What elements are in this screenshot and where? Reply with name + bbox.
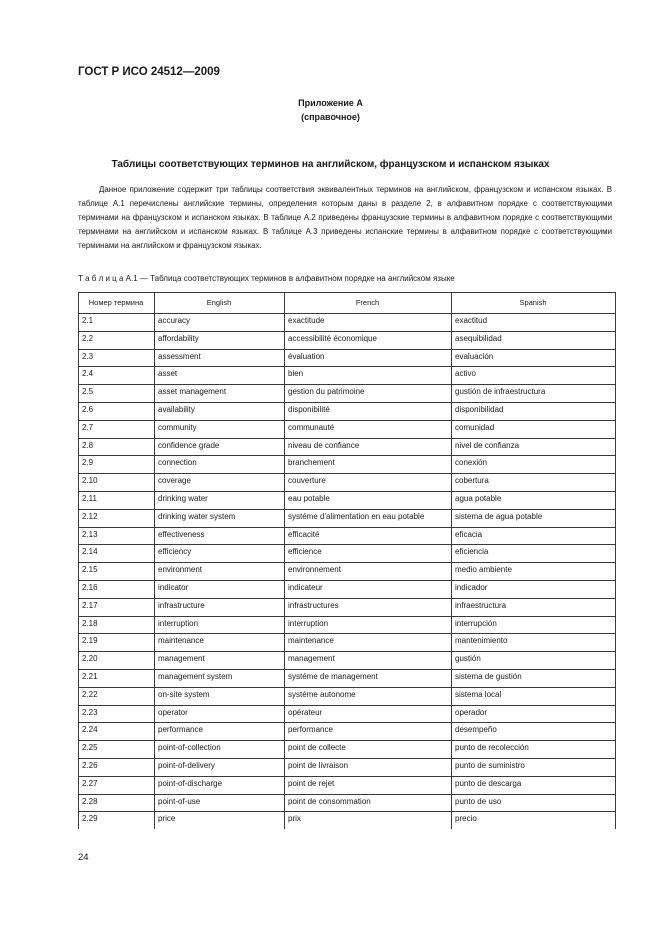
cell-english: maintenance [155, 634, 285, 652]
cell-french: évaluation [285, 349, 452, 367]
cell-french: infrastructures [285, 598, 452, 616]
header-english: English [155, 293, 285, 314]
section-title: Таблицы соответствующих терминов на английском, французском и испанском языках [111, 159, 550, 170]
cell-number: 2.7 [79, 420, 155, 438]
cell-french: point de consommation [285, 794, 452, 812]
cell-number: 2.26 [79, 758, 155, 776]
table-row [79, 545, 616, 563]
cell-french: indicateur [285, 580, 452, 598]
cell-number: 2.27 [79, 776, 155, 794]
cell-english: drinking water system [155, 509, 285, 527]
table-row [79, 349, 616, 367]
cell-french: systéme autonome [285, 687, 452, 705]
cell-spanish: punto de descarga [452, 776, 616, 794]
cell-french: systéme d'alimentation en eau potable [285, 509, 452, 527]
cell-number: 2.18 [79, 616, 155, 634]
header-spanish: Spanish [452, 293, 616, 314]
cell-french: point de rejet [285, 776, 452, 794]
cell-number: 2.9 [79, 456, 155, 474]
table-row [79, 776, 616, 794]
cell-spanish: operador [452, 705, 616, 723]
table-row [79, 456, 616, 474]
terms-table [78, 292, 616, 829]
annex-heading [78, 96, 583, 124]
cell-french: communauté [285, 420, 452, 438]
intro-paragraph: Данное приложение содержит три таблицы соответствия эквивалентных терминов на английском, французском и испанском языках. В таблице А.1 перечислены английские термины, определения которым даны в разделе 2, в алфавитном порядке с соответствующими терминами на французском и испанском языках. В таблице А.2 приведены французские термины в алфавитном порядке с соответствующими терминами на английском и испанском языках. В таблице А.3 приведены испанские термины в алфавитном порядке с соответствующими терминами на английском и французском языках. [78, 185, 612, 250]
table-row [79, 367, 616, 385]
cell-number: 2.28 [79, 794, 155, 812]
terms-table-body [79, 314, 616, 830]
table-row [79, 580, 616, 598]
cell-english: interruption [155, 616, 285, 634]
cell-english: drinking water [155, 491, 285, 509]
cell-number: 2.1 [79, 314, 155, 332]
cell-english: point-of-use [155, 794, 285, 812]
cell-english: confidence grade [155, 438, 285, 456]
cell-english: effectiveness [155, 527, 285, 545]
cell-spanish: punto de suministro [452, 758, 616, 776]
cell-english: indicator [155, 580, 285, 598]
cell-spanish: desempeño [452, 723, 616, 741]
cell-number: 2.5 [79, 385, 155, 403]
cell-spanish: disponibilidad [452, 402, 616, 420]
cell-french: exactitude [285, 314, 452, 332]
annex-status: (справочное) [301, 112, 360, 122]
table-row [79, 634, 616, 652]
cell-english: price [155, 812, 285, 829]
cell-english: efficiency [155, 545, 285, 563]
cell-french: efficacité [285, 527, 452, 545]
cell-spanish: punto de recolección [452, 741, 616, 759]
table-caption: Т а б л и ц а А.1 — Таблица соответствующих терминов в алфавитном порядке на английском языке [78, 274, 455, 283]
cell-french: branchement [285, 456, 452, 474]
cell-number: 2.10 [79, 474, 155, 492]
cell-french: gestion du patrimoine [285, 385, 452, 403]
cell-spanish: medio ambiente [452, 563, 616, 581]
table-row [79, 438, 616, 456]
table-row [79, 527, 616, 545]
table-row [79, 509, 616, 527]
table-row [79, 491, 616, 509]
standard-code: ГОСТ Р ИСО 24512—2009 [78, 66, 220, 78]
cell-french: accessibilité économique [285, 331, 452, 349]
cell-spanish: gustión de infraestructura [452, 385, 616, 403]
cell-french: point de livraison [285, 758, 452, 776]
table-row [79, 669, 616, 687]
table-row [79, 758, 616, 776]
cell-number: 2.22 [79, 687, 155, 705]
table-row [79, 314, 616, 332]
cell-number: 2.12 [79, 509, 155, 527]
cell-number: 2.11 [79, 491, 155, 509]
cell-french: interruption [285, 616, 452, 634]
cell-english: management system [155, 669, 285, 687]
table-header-row [79, 293, 616, 314]
cell-english: point-of-discharge [155, 776, 285, 794]
cell-number: 2.6 [79, 402, 155, 420]
cell-english: assessment [155, 349, 285, 367]
table-row [79, 687, 616, 705]
table-row [79, 794, 616, 812]
cell-english: point-of-delivery [155, 758, 285, 776]
table-row [79, 385, 616, 403]
cell-spanish: asequibilidad [452, 331, 616, 349]
cell-number: 2.21 [79, 669, 155, 687]
table-row [79, 402, 616, 420]
cell-english: infrastructure [155, 598, 285, 616]
table-row [79, 723, 616, 741]
table-row [79, 474, 616, 492]
cell-english: community [155, 420, 285, 438]
cell-spanish: precio [452, 812, 616, 829]
cell-english: on-site system [155, 687, 285, 705]
cell-french: efficience [285, 545, 452, 563]
table-row [79, 705, 616, 723]
cell-number: 2.17 [79, 598, 155, 616]
cell-number: 2.14 [79, 545, 155, 563]
cell-number: 2.15 [79, 563, 155, 581]
page-number: 24 [78, 852, 89, 863]
cell-french: systéme de management [285, 669, 452, 687]
cell-spanish: infraestructura [452, 598, 616, 616]
cell-spanish: conexión [452, 456, 616, 474]
table-row [79, 420, 616, 438]
cell-spanish: activo [452, 367, 616, 385]
cell-english: performance [155, 723, 285, 741]
cell-number: 2.29 [79, 812, 155, 829]
cell-french: bien [285, 367, 452, 385]
cell-english: environment [155, 563, 285, 581]
cell-french: eau potable [285, 491, 452, 509]
cell-english: operator [155, 705, 285, 723]
cell-english: point-of-collection [155, 741, 285, 759]
cell-spanish: eficiencia [452, 545, 616, 563]
cell-number: 2.3 [79, 349, 155, 367]
cell-number: 2.25 [79, 741, 155, 759]
table-row [79, 598, 616, 616]
cell-number: 2.2 [79, 331, 155, 349]
table-row [79, 812, 616, 829]
cell-number: 2.16 [79, 580, 155, 598]
cell-french: opérateur [285, 705, 452, 723]
cell-spanish: sistema local [452, 687, 616, 705]
header-number: Номер термина [79, 293, 155, 314]
cell-french: prix [285, 812, 452, 829]
table-row [79, 616, 616, 634]
cell-french: maintenance [285, 634, 452, 652]
table-row [79, 331, 616, 349]
cell-french: couverture [285, 474, 452, 492]
cell-spanish: exactitud [452, 314, 616, 332]
cell-number: 2.13 [79, 527, 155, 545]
cell-number: 2.8 [79, 438, 155, 456]
table-row [79, 563, 616, 581]
cell-spanish: sistema de gustión [452, 669, 616, 687]
cell-spanish: mantenimiento [452, 634, 616, 652]
cell-english: management [155, 652, 285, 670]
annex-title: Приложение А [298, 98, 363, 108]
cell-spanish: indicador [452, 580, 616, 598]
cell-number: 2.20 [79, 652, 155, 670]
cell-french: performance [285, 723, 452, 741]
cell-number: 2.19 [79, 634, 155, 652]
cell-french: environnement [285, 563, 452, 581]
cell-spanish: nivel de confianza [452, 438, 616, 456]
table-row [79, 741, 616, 759]
cell-spanish: punto de uso [452, 794, 616, 812]
cell-number: 2.24 [79, 723, 155, 741]
cell-english: affordability [155, 331, 285, 349]
cell-number: 2.4 [79, 367, 155, 385]
cell-french: management [285, 652, 452, 670]
header-french: French [285, 293, 452, 314]
cell-spanish: evaluación [452, 349, 616, 367]
cell-spanish: eficacia [452, 527, 616, 545]
cell-english: accuracy [155, 314, 285, 332]
cell-english: connection [155, 456, 285, 474]
cell-english: coverage [155, 474, 285, 492]
cell-english: asset [155, 367, 285, 385]
cell-spanish: agua potable [452, 491, 616, 509]
cell-english: availability [155, 402, 285, 420]
cell-english: asset management [155, 385, 285, 403]
cell-spanish: cobertura [452, 474, 616, 492]
cell-french: niveau de confiance [285, 438, 452, 456]
table-row [79, 652, 616, 670]
cell-number: 2.23 [79, 705, 155, 723]
cell-spanish: gustión [452, 652, 616, 670]
cell-spanish: sistema de agua potable [452, 509, 616, 527]
cell-french: point de collecte [285, 741, 452, 759]
cell-spanish: interrupción [452, 616, 616, 634]
cell-french: disponibilité [285, 402, 452, 420]
cell-spanish: comunidad [452, 420, 616, 438]
